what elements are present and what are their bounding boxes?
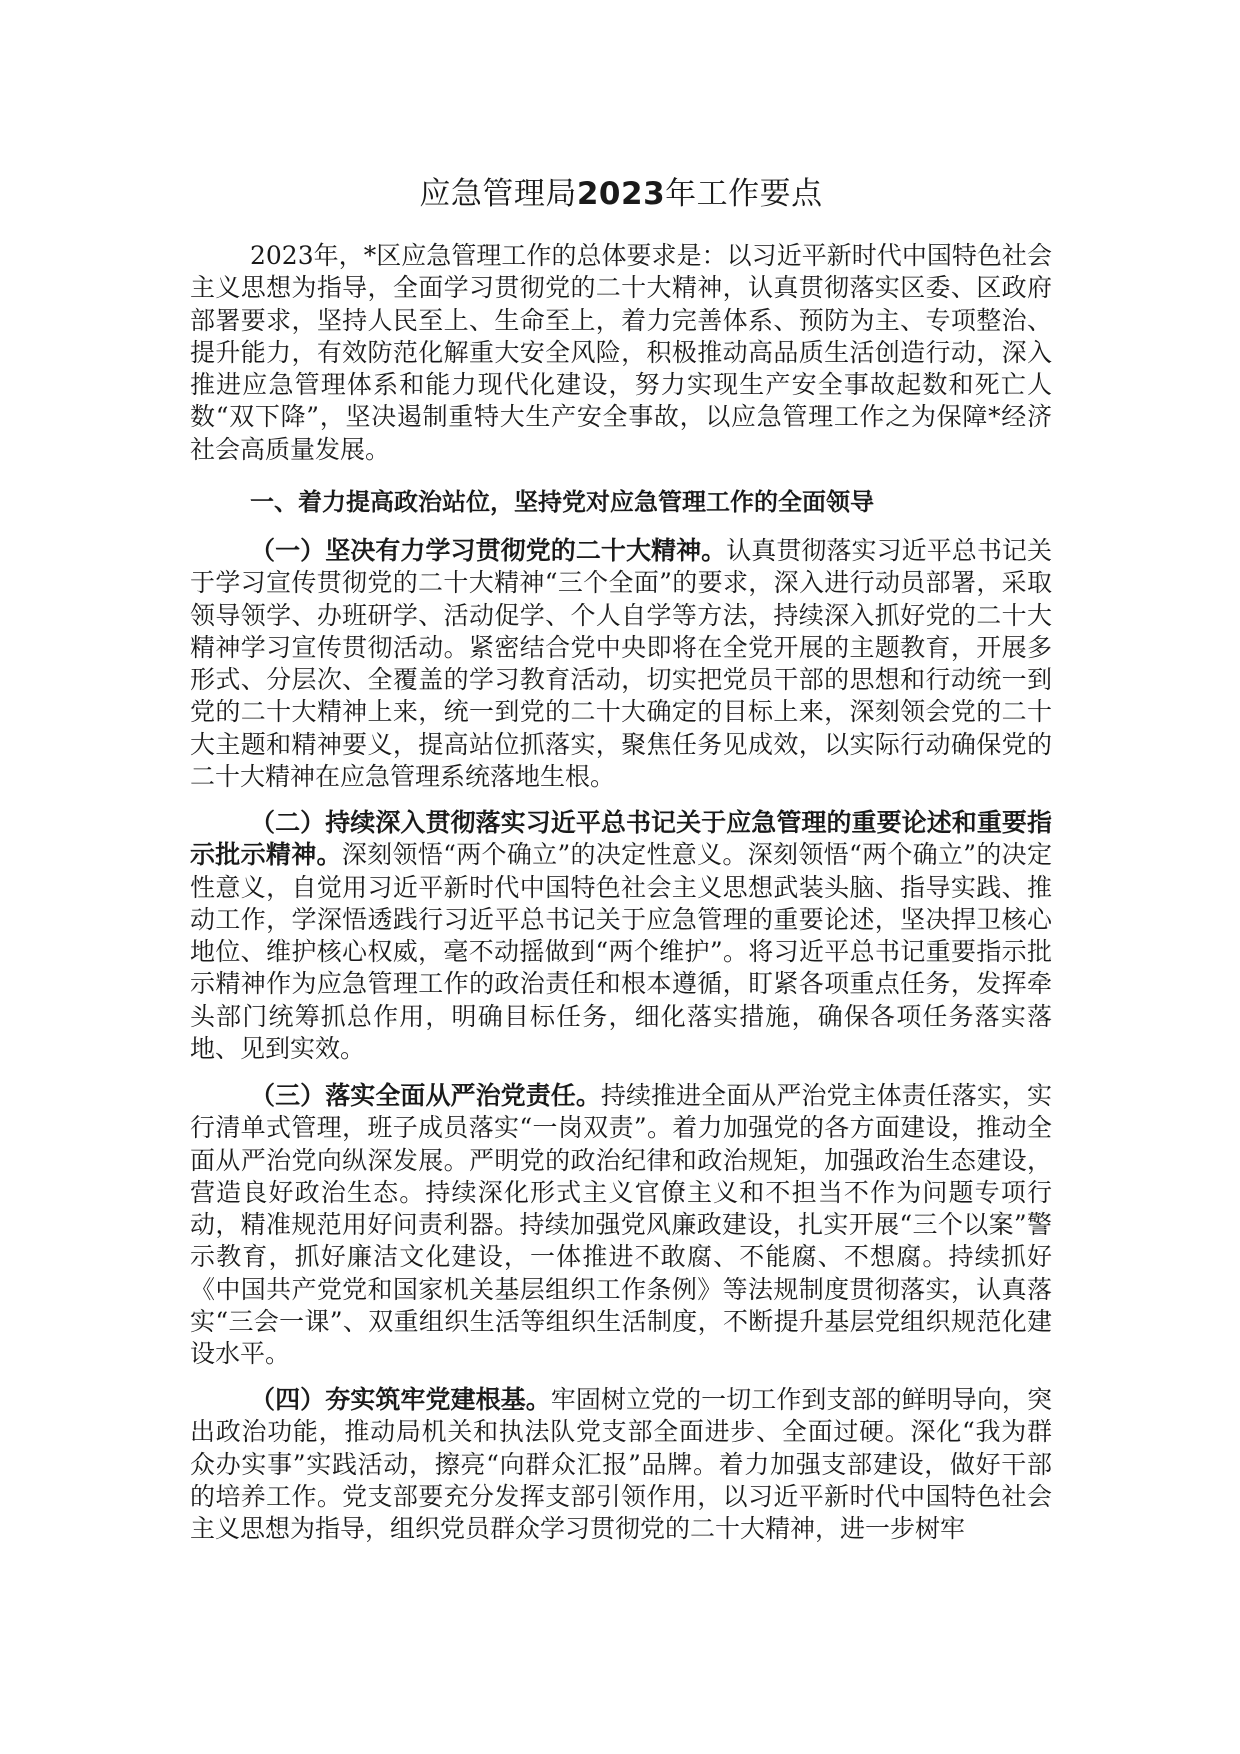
title-prefix: 应急管理局 <box>419 176 577 212</box>
subsection-3-body: 持续推进全面从严治党主体责任落实，实行清单式管理，班子成员落实“一岗双责”。着力加强党的各方面建设，推动全面从严治党向纵深发展。严明党的政治纪律和政治规矩，加强政治生态建设，营造良好政治生态。持续深化形式主义官僚主义和不担当不作为问题专项行动，精准规范用好问责利器。持续加强党风廉政建设，扎实开展“三个以案”警示教育，抓好廉洁文化建设，一体推进不敢腐、不能腐、不想腐。持续抓好《中国共产党党和国家机关基层组织工作条例》等法规制度贯彻落实，认真落实“三会一课”、双重组织生活等组织生活制度，不断提升基层党组织规范化建设水平。 <box>190 1081 1052 1369</box>
subsection-2-lead: （二）持续深入贯彻落实习近平总书记关于应急管理的重要论述和重要指示批示精神。 <box>190 808 1052 870</box>
intro-paragraph: 2023年，*区应急管理工作的总体要求是：以习近平新时代中国特色社会主义思想为指导，全面学习贯彻党的二十大精神，认真贯彻落实区委、区政府部署要求，坚持人民至上、生命至上，着力完善体系、预防为主、专项整治、提升能力，有效防范化解重大安全风险，积极推动高品质生活创造行动，深入推进应急管理体系和能力现代化建设，努力实现生产安全事故起数和死亡人数“双下降”，坚决遏制重特大生产安全事故，以应急管理工作之为保障*经济社会高质量发展。 <box>190 241 1052 464</box>
subsection-4-lead: （四）夯实筑牢党建根基。 <box>250 1385 551 1414</box>
section-heading-1: 一、着力提高政治站位，坚持党对应急管理工作的全面领导 <box>250 488 874 516</box>
subsection-1-body: 认真贯彻落实习近平总书记关于学习宣传贯彻党的二十大精神“三个全面”的要求，深入进行动员部署，采取领导领学、办班研学、活动促学、个人自学等方法，持续深入抓好党的二十大精神学习宣传贯彻活动。紧密结合党中央即将在全党开展的主题教育，开展多形式、分层次、全覆盖的学习教育活动，切实把党员干部的思想和行动统一到党的二十大精神上来，统一到党的二十大确定的目标上来，深刻领会党的二十大主题和精神要义，提高站位抓落实，聚焦任务见成效，以实际行动确保党的二十大精神在应急管理系统落地生根。 <box>190 536 1052 792</box>
subsection-2-body: 深刻领悟“两个确立”的决定性意义。深刻领悟“两个确立”的决定性意义，自觉用习近平新时代中国特色社会主义思想武装头脑、指导实践、推动工作，学深悟透践行习近平总书记关于应急管理的重要论述，坚决捍卫核心地位、维护核心权威，毫不动摇做到“两个维护”。将习近平总书记重要指示批示精神作为应急管理工作的政治责任和根本遵循，盯紧各项重点任务，发挥牵头部门统筹抓总作用，明确目标任务，细化落实措施，确保各项任务落实落地、见到实效。 <box>190 840 1052 1064</box>
title-year: 2023 <box>576 176 666 212</box>
document-title <box>190 172 1052 216</box>
subsection-1-lead: （一）坚决有力学习贯彻党的二十大精神。 <box>250 536 727 565</box>
title-suffix: 年工作要点 <box>665 176 823 212</box>
subsection-3-lead: （三）落实全面从严治党责任。 <box>250 1081 601 1110</box>
subsection-3 <box>190 1080 1052 1371</box>
subsection-4-body: 牢固树立党的一切工作到支部的鲜明导向，突出政治功能，推动局机关和执法队党支部全面进步、全面过硬。深化“我为群众办实事”实践活动，擦亮“向群众汇报”品牌。着力加强支部建设，做好干部的培养工作。党支部要充分发挥支部引领作用，以习近平新时代中国特色社会主义思想为指导，组织党员群众学习贯彻党的二十大精神，进一步树牢 <box>190 1385 1052 1544</box>
subsection-2 <box>190 807 1052 1065</box>
subsection-1 <box>190 535 1052 793</box>
document-page <box>190 0 1052 1754</box>
subsection-4 <box>190 1384 1052 1545</box>
